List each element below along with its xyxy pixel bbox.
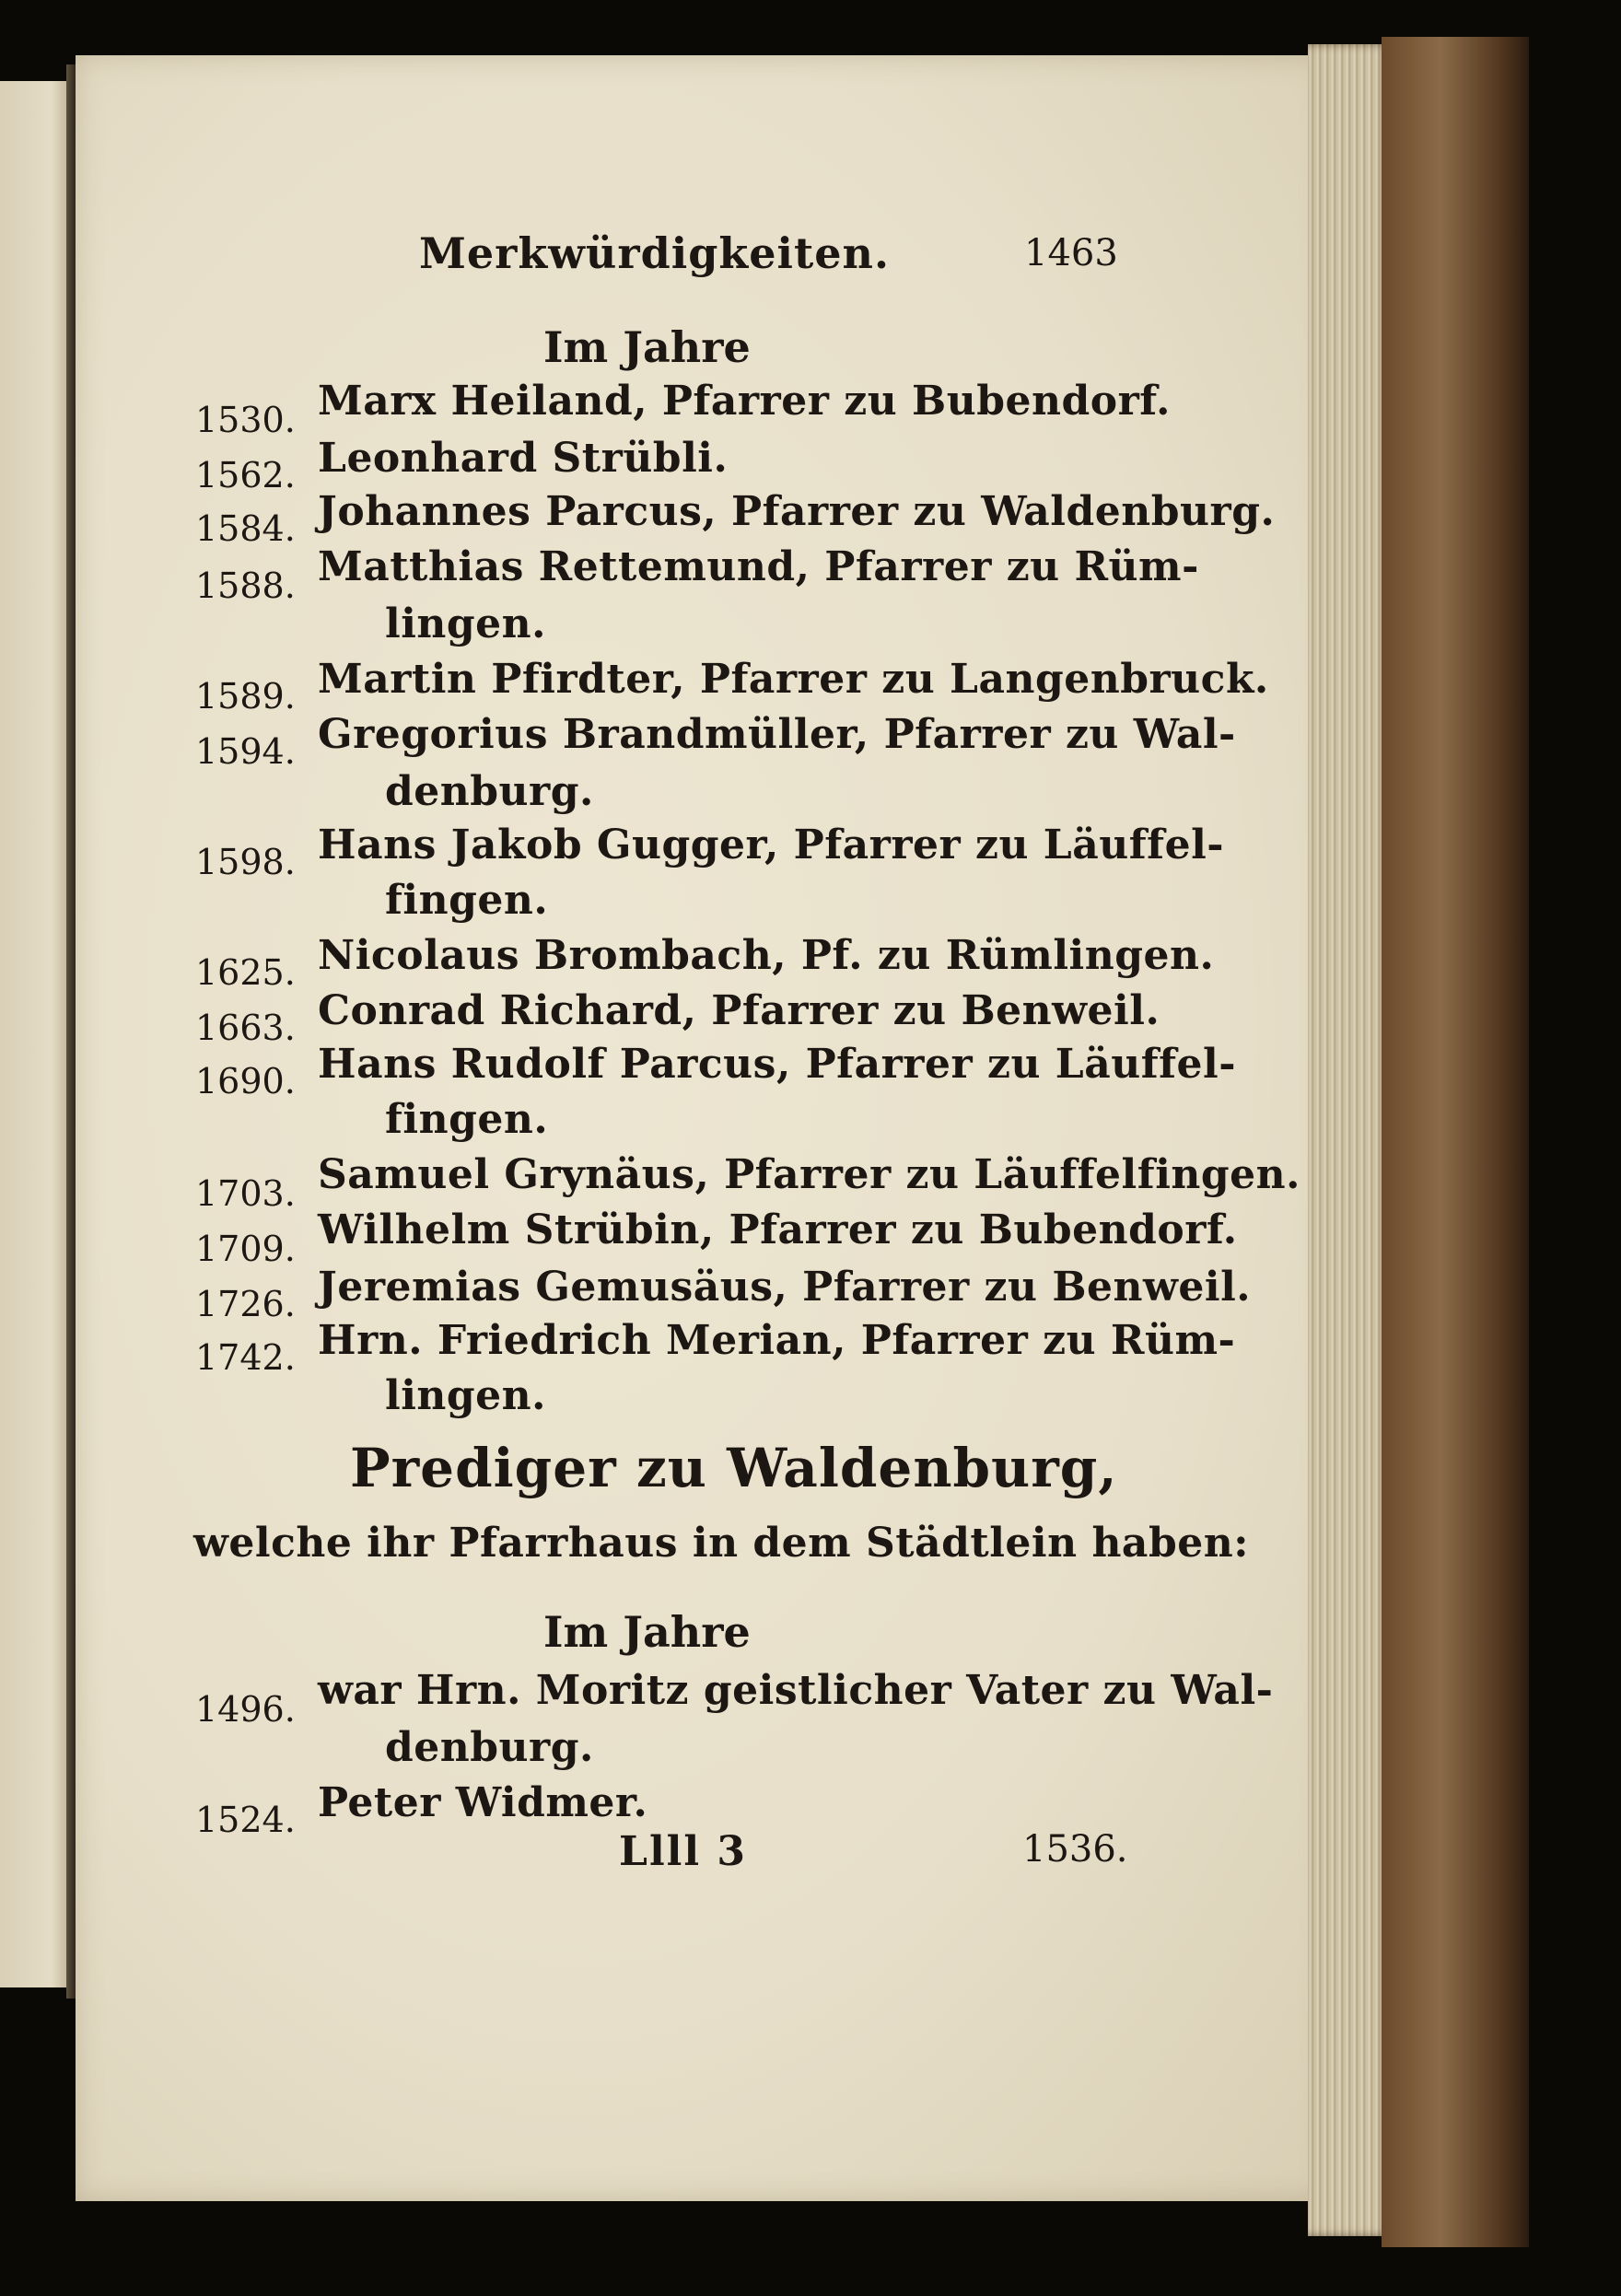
entry-text-continuation: denburg. [385,1724,594,1771]
entry-text: Jeremias Gemusäus, Pfarrer zu Benweil. [318,1264,1252,1311]
signature-mark: Llll 3 [619,1828,748,1875]
year-heading: Im Jahre [543,1607,751,1657]
entry-year: 1663. [195,1008,296,1048]
entry-text: Nicolaus Brombach, Pf. zu Rümlingen. [318,932,1215,979]
entry-text-continuation: lingen. [385,1372,546,1419]
entry-text: Peter Widmer. [318,1779,648,1826]
entry-text: Samuel Grynäus, Pfarrer zu Läuffelfingen. [318,1151,1300,1198]
entry-year: 1588. [195,565,296,606]
entry-text: Johannes Parcus, Pfarrer zu Waldenburg. [318,488,1276,535]
entry-year: 1524. [195,1800,296,1840]
running-title: Merkwürdigkeiten. [419,228,890,278]
entry-year: 1742. [195,1337,296,1378]
section-title: Prediger zu Waldenburg, [350,1437,1118,1499]
section-subtitle: welche ihr Pfarrhaus in dem Städtlein haben: [193,1520,1249,1567]
catchword: 1536. [1022,1828,1128,1871]
entry-text: Gregorius Brandmüller, Pfarrer zu Wal- [318,711,1236,758]
entry-year: 1690. [195,1061,296,1101]
entry-text: Conrad Richard, Pfarrer zu Benweil. [318,987,1160,1034]
entry-text-continuation: fingen. [385,877,549,924]
entry-year: 1726. [195,1284,296,1324]
entry-year: 1625. [195,952,296,993]
entry-text: Wilhelm Strübin, Pfarrer zu Bubendorf. [318,1206,1238,1253]
entry-text: Hrn. Friedrich Merian, Pfarrer zu Rüm- [318,1317,1236,1364]
entry-year: 1496. [195,1689,296,1730]
entry-text: Martin Pfirdter, Pfarrer zu Langenbruck. [318,656,1269,703]
entry-text: Matthias Rettemund, Pfarrer zu Rüm- [318,543,1199,590]
entry-year: 1562. [195,455,296,495]
entry-year: 1709. [195,1229,296,1269]
entry-text: Hans Jakob Gugger, Pfarrer zu Läuffel- [318,822,1225,868]
entry-year: 1598. [195,842,296,882]
page-number: 1463 [1024,232,1118,274]
entry-year: 1594. [195,731,296,772]
entry-text: Leonhard Strübli. [318,435,729,482]
entry-year: 1703. [195,1173,296,1214]
year-heading: Im Jahre [543,322,751,372]
entry-text: Hans Rudolf Parcus, Pfarrer zu Läuffel- [318,1041,1237,1088]
entry-text-continuation: fingen. [385,1096,549,1143]
entry-text-continuation: denburg. [385,768,594,815]
entry-year: 1584. [195,508,296,549]
entry-text: Marx Heiland, Pfarrer zu Bubendorf. [318,378,1171,425]
entry-text-continuation: lingen. [385,600,546,647]
entry-text: war Hrn. Moritz geistlicher Vater zu Wal- [318,1667,1274,1714]
entry-year: 1589. [195,676,296,717]
entry-year: 1530. [195,400,296,440]
